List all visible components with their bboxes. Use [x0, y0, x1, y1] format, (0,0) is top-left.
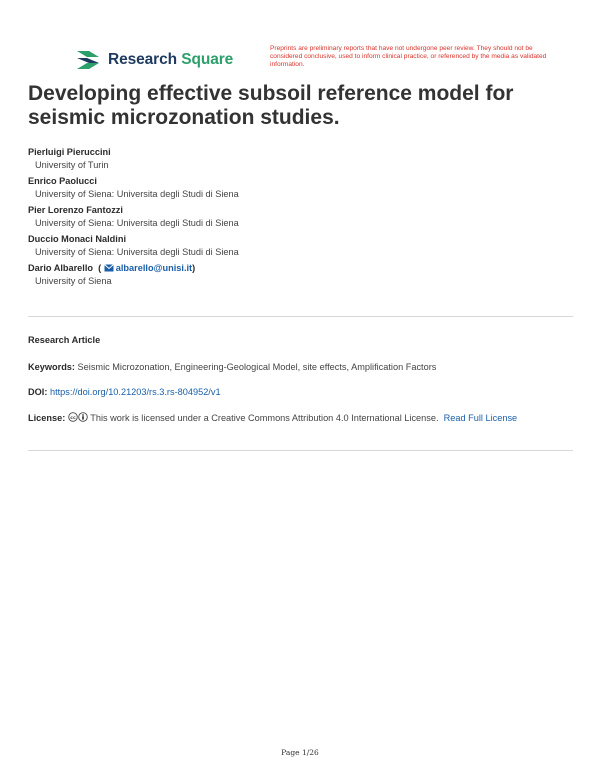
author-email-link[interactable]: albarello@unisi.it: [115, 263, 193, 273]
author-item: [28, 203, 578, 230]
keywords: [28, 361, 573, 374]
author-affiliation: University of Siena: [35, 276, 112, 286]
svg-text:cc: cc: [70, 415, 76, 421]
author-affiliation: University of Siena: Universita degli Studi di Siena: [35, 189, 239, 199]
keywords-label: Keywords:: [28, 362, 75, 372]
creative-commons-icon: [68, 412, 78, 422]
author-affiliation: University of Siena: Universita degli Studi di Siena: [35, 247, 239, 257]
email-close-paren: ): [192, 263, 196, 273]
article-type-label: Research Article: [28, 335, 101, 345]
author-name[interactable]: Pierluigi Pieruccini: [28, 147, 111, 157]
author-affiliation: University of Turin: [35, 160, 109, 170]
keywords-value: Seismic Microzonation, Engineering-Geological Model, site effects, Amplification Factors: [77, 362, 437, 372]
author-name[interactable]: Enrico Paolucci: [28, 176, 97, 186]
attribution-icon: [78, 412, 88, 422]
envelope-icon: [104, 264, 114, 272]
page-number: Page 1/26: [281, 748, 319, 757]
author-item: [28, 145, 578, 172]
divider: [28, 450, 573, 451]
divider: [28, 316, 573, 317]
doi-link[interactable]: https://doi.org/10.21203/rs.3.rs-804952/v1: [49, 387, 221, 397]
author-affiliation: University of Siena: Universita degli Studi di Siena: [35, 218, 239, 228]
doi-label: DOI:: [28, 387, 48, 397]
email-open-paren: (: [95, 263, 102, 273]
license: [28, 412, 573, 425]
paper-title: Developing effective subsoil reference model for seismic microzonation studies.: [28, 82, 514, 129]
author-name-with-email: [28, 261, 578, 275]
author-list: [28, 145, 578, 290]
author-name[interactable]: Duccio Monaci Naldini: [28, 234, 127, 244]
logo-text-research: Research: [108, 51, 177, 68]
research-square-logo-icon: [75, 47, 101, 73]
article-type: [28, 334, 573, 347]
logo-text: [108, 51, 233, 69]
author-item: [28, 261, 578, 288]
author-item: [28, 174, 578, 201]
author-item: [28, 232, 578, 259]
header: [0, 0, 600, 80]
preprint-disclaimer: Preprints are preliminary reports that have not undergone peer review. They should not be considered conclusive, used to inform clinical practice, or referenced by the media as validated information.: [270, 45, 547, 68]
author-name[interactable]: Dario Albarello: [28, 263, 94, 273]
author-name[interactable]: Pier Lorenzo Fantozzi: [28, 205, 123, 215]
logo-text-square: Square: [181, 51, 234, 68]
research-square-logo[interactable]: [75, 47, 233, 73]
license-text: This work is licensed under a Creative Commons Attribution 4.0 International License.: [90, 413, 439, 423]
license-label: License:: [28, 413, 66, 423]
doi: [28, 386, 573, 399]
read-full-license-link[interactable]: Read Full License: [443, 413, 518, 423]
